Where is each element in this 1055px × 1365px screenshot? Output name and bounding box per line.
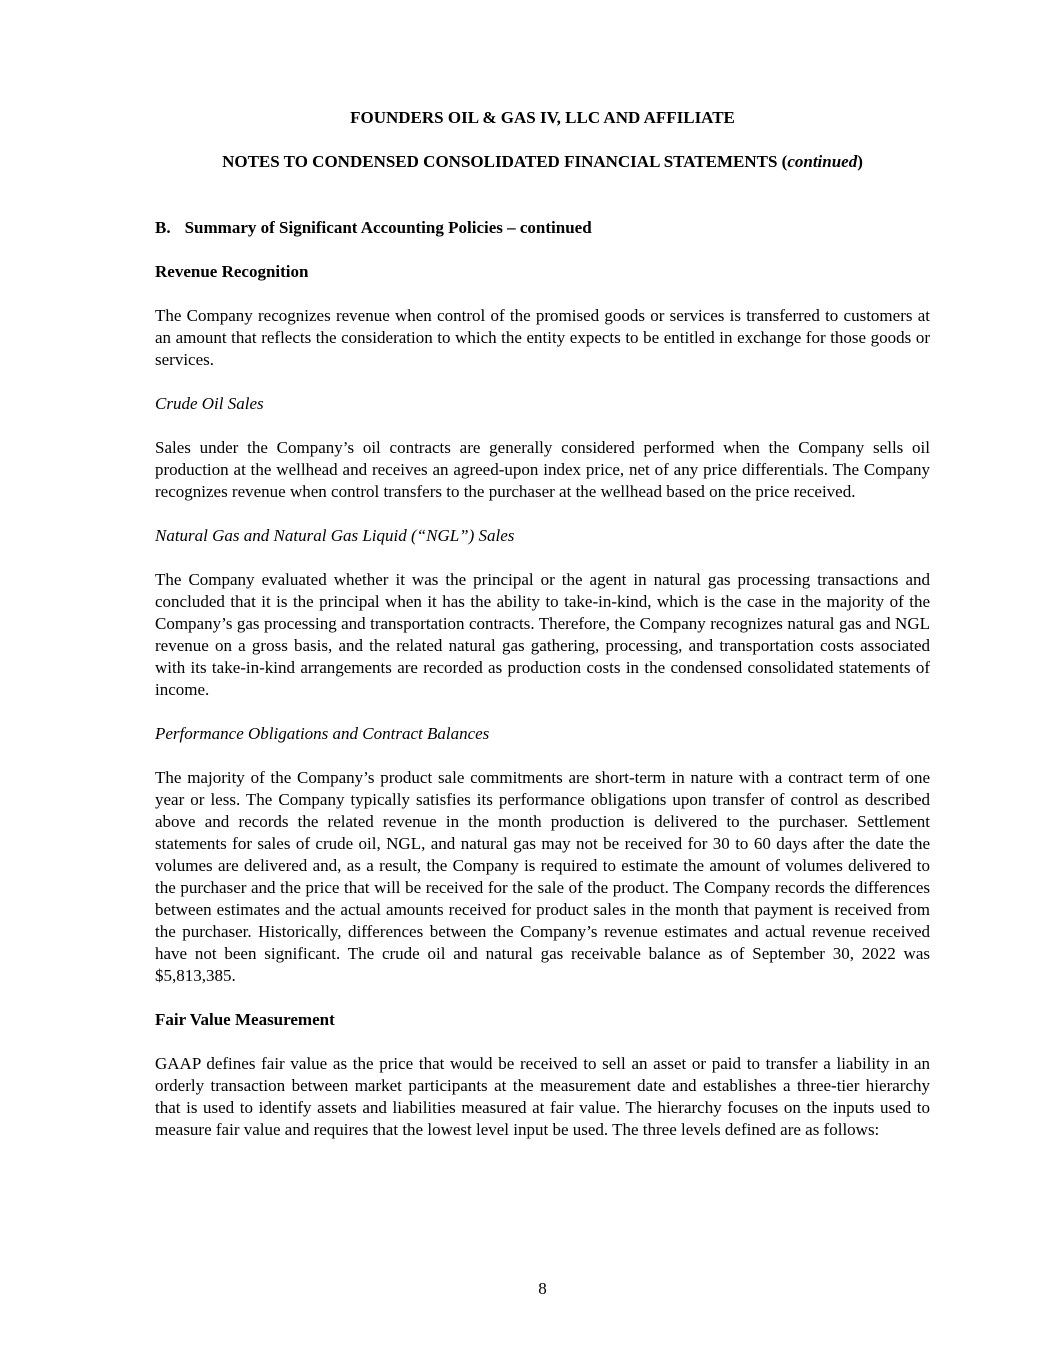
paragraph-performance-obligations: The majority of the Company’s product sale commitments are short-term in nature with a contract term of one year or less. The Company typically satisfies its performance obligations upon transfer of control as described above and records the related revenue in the month production is delivered to the purchaser. Settlement statements for sales of crude oil, NGL, and natural gas may not be received for 30 to 60 days after the date the volumes are delivered and, as a result, the Company is required to estimate the amount of volumes delivered to the purchaser and the price that will be received for the sale of the product. The Company records the differences between estimates and the actual amounts received for product sales in the month that payment is received from the purchaser. Historically, differences between the Company’s revenue estimates and actual revenue received have not been significant. The crude oil and natural gas receivable balance as of September 30, 2022 was $5,813,385. (155, 768, 930, 985)
paragraph-fair-value-measurement: GAAP defines fair value as the price that would be received to sell an asset or paid to transfer a liability in an orderly transaction between market participants at the measurement date and establishes a three-tier hierarchy that is used to identify assets and liabilities measured at fair value. The hierarchy focuses on the inputs used to measure fair value and requires that the lowest level input be used. The three levels defined are as follows: (155, 1054, 930, 1139)
subtitle-italic-word: continued (787, 152, 858, 171)
heading-natural-gas-ngl-sales: Natural Gas and Natural Gas Liquid (“NGL”) Sales (155, 526, 515, 545)
subtitle-suffix: ) (857, 152, 863, 171)
heading-performance-obligations: Performance Obligations and Contract Balances (155, 724, 490, 743)
paragraph-revenue-recognition: The Company recognizes revenue when control of the promised goods or services is transferred to customers at an amount that reflects the consideration to which the entity expects to be entitled in exchange for those goods or services. (155, 306, 930, 369)
page-number: 8 (538, 1279, 547, 1298)
subtitle-prefix: NOTES TO CONDENSED CONSOLIDATED FINANCIAL STATEMENTS ( (222, 152, 788, 171)
document-title: FOUNDERS OIL & GAS IV, LLC AND AFFILIATE (350, 108, 735, 127)
heading-fair-value-measurement: Fair Value Measurement (155, 1010, 335, 1029)
heading-crude-oil-sales: Crude Oil Sales (155, 394, 264, 413)
paragraph-crude-oil-sales: Sales under the Company’s oil contracts are generally considered performed when the Company sells oil production at the wellhead and receives an agreed-upon index price, net of any price differentials. The Company recognizes revenue when control transfers to the purchaser at the wellhead based on the price received. (155, 438, 930, 501)
document-subtitle (155, 151, 930, 173)
heading-revenue-recognition: Revenue Recognition (155, 262, 309, 281)
paragraph-natural-gas-ngl-sales: The Company evaluated whether it was the principal or the agent in natural gas processing transactions and concluded that it is the principal when it has the ability to take-in-kind, which is the case in the majority of the Company’s gas processing and transportation contracts. Therefore, the Company recognizes natural gas and NGL revenue on a gross basis, and the related natural gas gathering, processing, and transportation costs associated with its take-in-kind arrangements are recorded as production costs in the condensed consolidated statements of income. (155, 570, 930, 699)
section-title: Summary of Significant Accounting Policies – continued (184, 218, 592, 237)
section-heading (155, 217, 930, 239)
section-label: B. (155, 218, 171, 237)
